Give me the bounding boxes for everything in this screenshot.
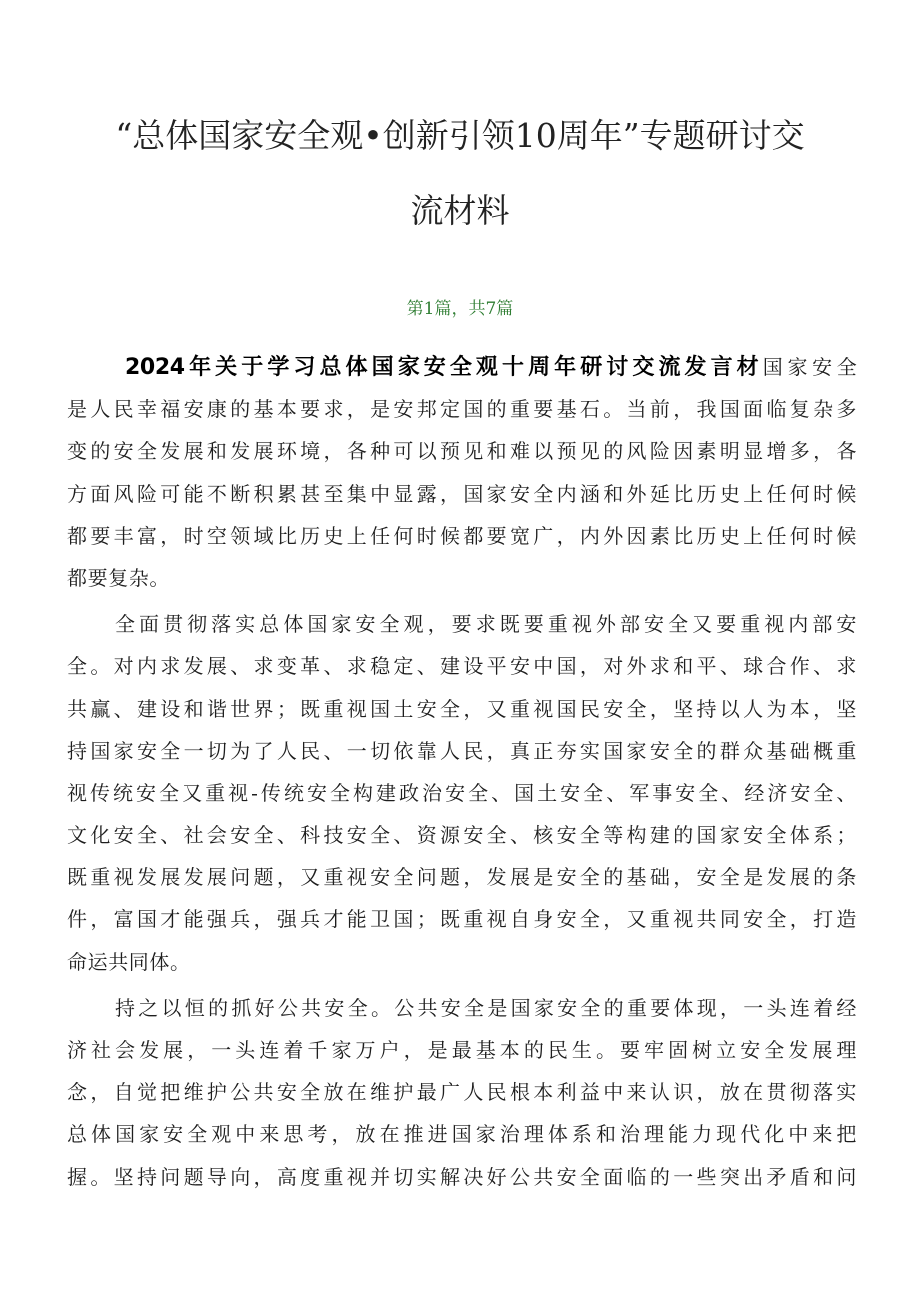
paragraph-line: 念，自觉把维护公共安全放在维护最广人民根本利益中来认识，放在贯彻落实 <box>67 1080 857 1105</box>
section-heading: 2024年关于学习总体国家安全观十周年研讨交流发言材 <box>125 355 763 380</box>
paragraph-line: 总体国家安全观中来思考，放在推进国家治理体系和治理能力现代化中来把 <box>67 1122 857 1147</box>
document-title-line-2: 流材料 <box>410 191 510 230</box>
paragraph-line: 是人民幸福安康的基本要求，是安邦定国的重要基石。当前，我国面临复杂多 <box>67 397 857 422</box>
paragraph-line: 视传统安全又重视-传统安全构建政治安全、国土安全、军事安全、经济安全、 <box>67 780 857 805</box>
paragraph-line: 既重视发展发展问题，又重视安全问题，发展是安全的基础，安全是发展的条 <box>67 865 857 890</box>
paragraph-line: 方面风险可能不断积累甚至集中显露，国家安全内涵和外延比历史上任何时候 <box>67 481 857 506</box>
paragraph-line: 持之以恒的抓好公共安全。公共安全是国家安全的重要体现，一头连着经 <box>115 995 857 1020</box>
paragraph-line: 都要复杂。 <box>67 565 170 590</box>
paragraph-line: 济社会发展，一头连着千家万户，是最基本的民生。要牢固树立安全发展理 <box>67 1038 857 1062</box>
paragraph-line: 共赢、建设和谐世界；既重视国土安全，又重视国民安全，坚持以人为本，坚 <box>67 696 857 721</box>
paragraph-line: 文化安全、社会安全、科技安全、资源安全、核安全等构建的国家安全体系； <box>67 823 857 848</box>
paragraph-line: 握。坚持问题导向，高度重视并切实解决好公共安全面临的一些突出矛盾和问 <box>67 1164 857 1189</box>
paragraph-text: 国家安全 <box>762 355 857 379</box>
paragraph-line <box>67 346 857 388</box>
paragraph-line: 都要丰富，时空领域比历史上任何时候都要宽广，内外因素比历史上任何时候 <box>67 523 857 548</box>
paragraph-line: 变的安全发展和发展环境，各种可以预见和难以预见的风险因素明显增多，各 <box>67 439 857 464</box>
paragraph-line: 全面贯彻落实总体国家安全观，要求既要重视外部安全又要重视内部安 <box>115 612 857 637</box>
section-counter: 第1篇，共7篇 <box>406 299 514 319</box>
document-title-line-1: “总体国家安全观•创新引领10周年”专题研讨交 <box>115 116 805 155</box>
paragraph-line: 命运共同体。 <box>67 949 191 974</box>
paragraph-line: 件，富国才能强兵，强兵才能卫国；既重视自身安全，又重视共同安全，打造 <box>67 907 857 932</box>
document-body <box>67 346 857 1198</box>
paragraph-line: 全。对内求发展、求变革、求稳定、建设平安中国，对外求和平、球合作、求 <box>67 654 857 679</box>
paragraph-line: 持国家安全一切为了人民、一切依靠人民，真正夯实国家安全的群众基础概重 <box>67 738 857 763</box>
